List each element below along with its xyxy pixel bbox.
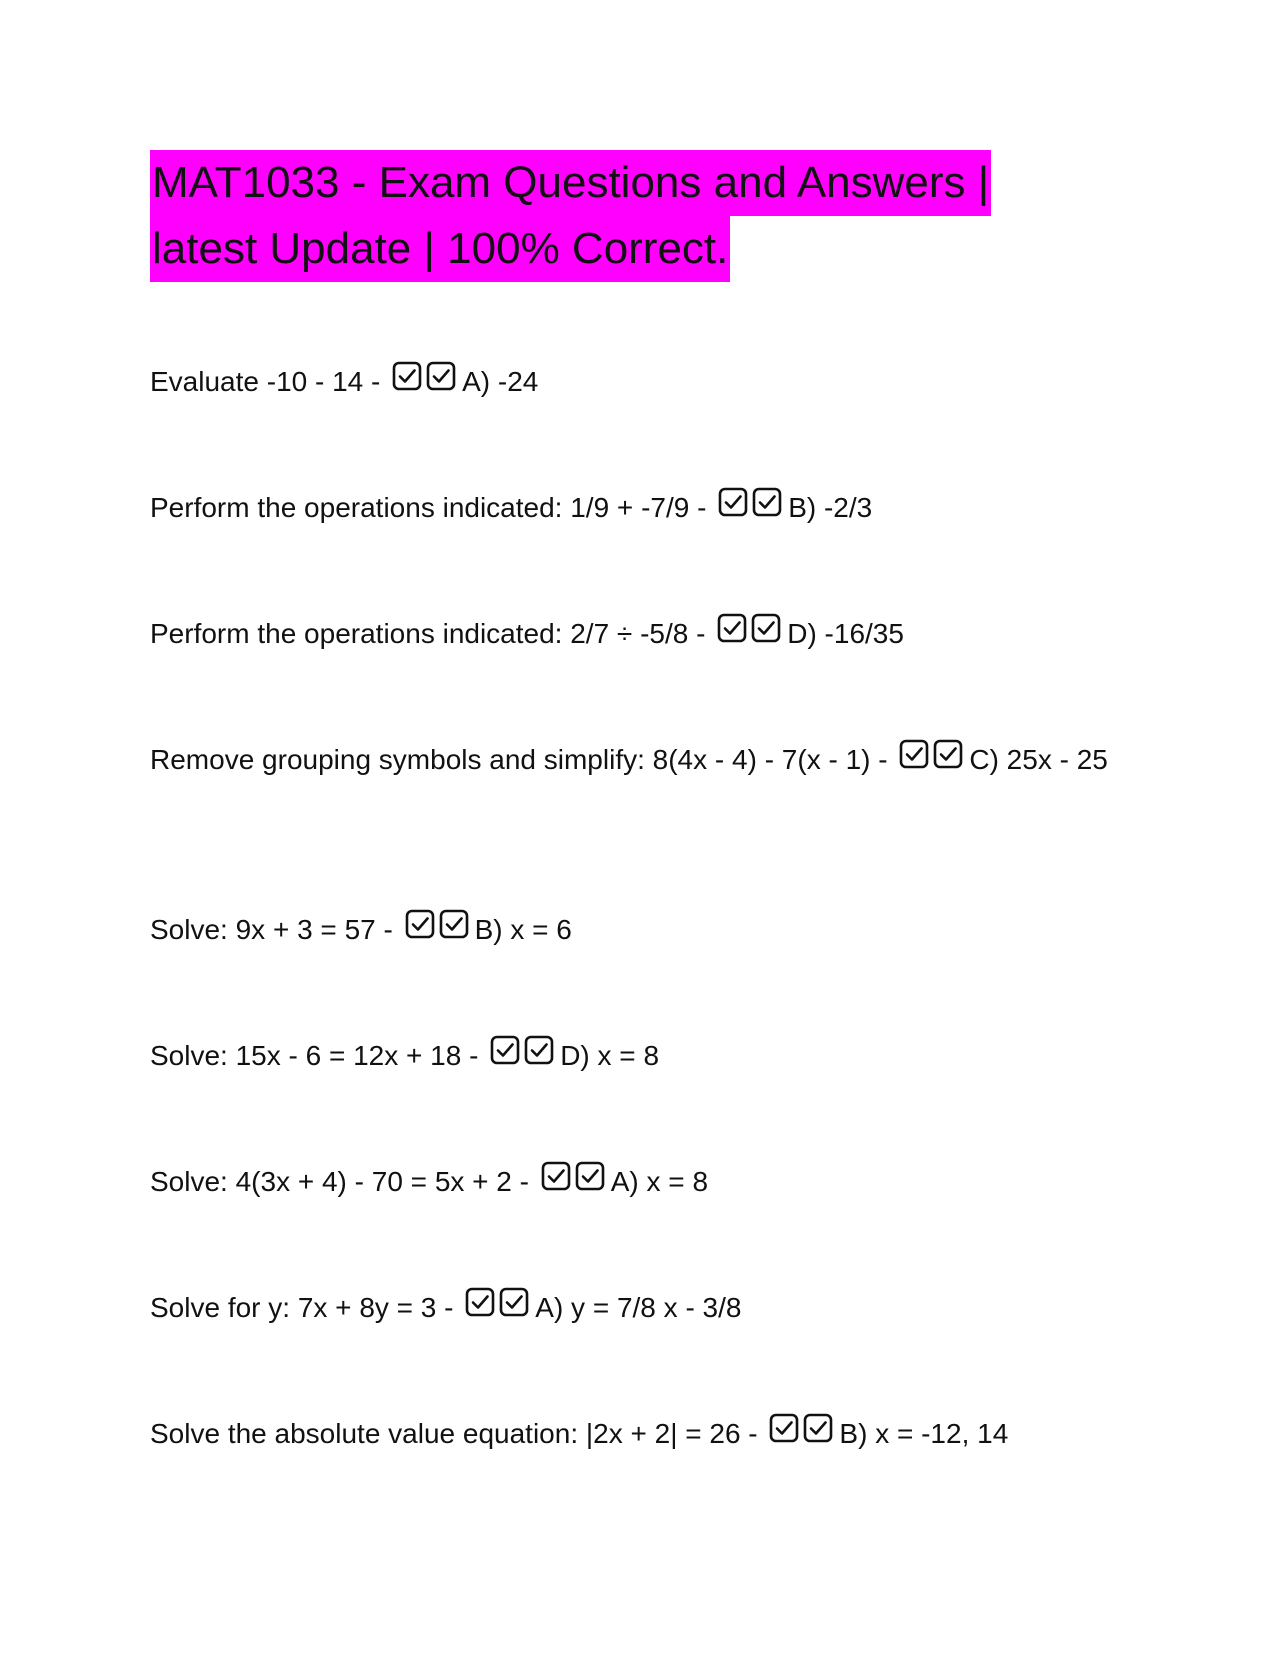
qa-item-5 [150, 908, 1130, 952]
answer-text: D) -16/35 [787, 618, 904, 649]
checkbox-check-icon [499, 1287, 529, 1317]
answer-text: B) x = -12, 14 [839, 1418, 1009, 1449]
title-line-2: latest Update | 100% Correct. [150, 216, 730, 282]
checkbox-check-icon [439, 909, 469, 939]
answer-text: B) x = 6 [474, 914, 572, 945]
check-icons [405, 908, 473, 952]
checkbox-check-icon [752, 487, 782, 517]
check-icons [718, 486, 786, 530]
checkbox-check-icon [465, 1287, 495, 1317]
checkbox-check-icon [751, 613, 781, 643]
checkbox-check-icon [541, 1161, 571, 1191]
question-text: Solve: 9x + 3 = 57 - [150, 914, 401, 945]
checkbox-check-icon [392, 361, 422, 391]
checkbox-check-icon [524, 1035, 554, 1065]
question-text: Solve: 15x - 6 = 12x + 18 - [150, 1040, 487, 1071]
question-text: Evaluate -10 - 14 - [150, 366, 389, 397]
checkbox-check-icon [717, 613, 747, 643]
checkbox-check-icon [899, 739, 929, 769]
check-icons [899, 738, 967, 782]
checkbox-check-icon [769, 1413, 799, 1443]
qa-item-2 [150, 486, 1130, 530]
qa-item-7 [150, 1160, 1130, 1204]
question-text: Perform the operations indicated: 1/9 + -7/9 - [150, 492, 715, 523]
check-icons [717, 612, 785, 656]
answer-text: A) x = 8 [610, 1166, 709, 1197]
question-text: Remove grouping symbols and simplify: 8(4x - 4) - 7(x - 1) - [150, 744, 896, 775]
checkbox-check-icon [718, 487, 748, 517]
check-icons [541, 1160, 609, 1204]
question-text: Solve: 4(3x + 4) - 70 = 5x + 2 - [150, 1166, 537, 1197]
check-icons [392, 360, 460, 404]
question-text: Solve for y: 7x + 8y = 3 - [150, 1292, 462, 1323]
answer-text: B) -2/3 [788, 492, 873, 523]
check-icons [465, 1286, 533, 1330]
checkbox-check-icon [490, 1035, 520, 1065]
page-title [150, 150, 1090, 282]
answer-text: D) x = 8 [560, 1040, 660, 1071]
checkbox-check-icon [803, 1413, 833, 1443]
qa-item-9 [150, 1412, 1130, 1456]
answer-text: C) 25x - 25 [969, 744, 1108, 775]
question-text: Solve the absolute value equation: |2x + 2| = 26 - [150, 1418, 766, 1449]
checkbox-check-icon [426, 361, 456, 391]
checkbox-check-icon [405, 909, 435, 939]
qa-item-4 [150, 738, 1130, 782]
check-icons [490, 1034, 558, 1078]
answer-text: A) y = 7/8 x - 3/8 [535, 1292, 742, 1323]
checkbox-check-icon [933, 739, 963, 769]
qa-item-1 [150, 360, 1130, 404]
qa-item-8 [150, 1286, 1130, 1330]
question-text: Perform the operations indicated: 2/7 ÷ -5/8 - [150, 618, 714, 649]
checkbox-check-icon [575, 1161, 605, 1191]
answer-text: A) -24 [462, 366, 539, 397]
check-icons [769, 1412, 837, 1456]
title-line-1: MAT1033 - Exam Questions and Answers | [150, 150, 991, 216]
qa-item-3 [150, 612, 1130, 656]
qa-item-6 [150, 1034, 1130, 1078]
